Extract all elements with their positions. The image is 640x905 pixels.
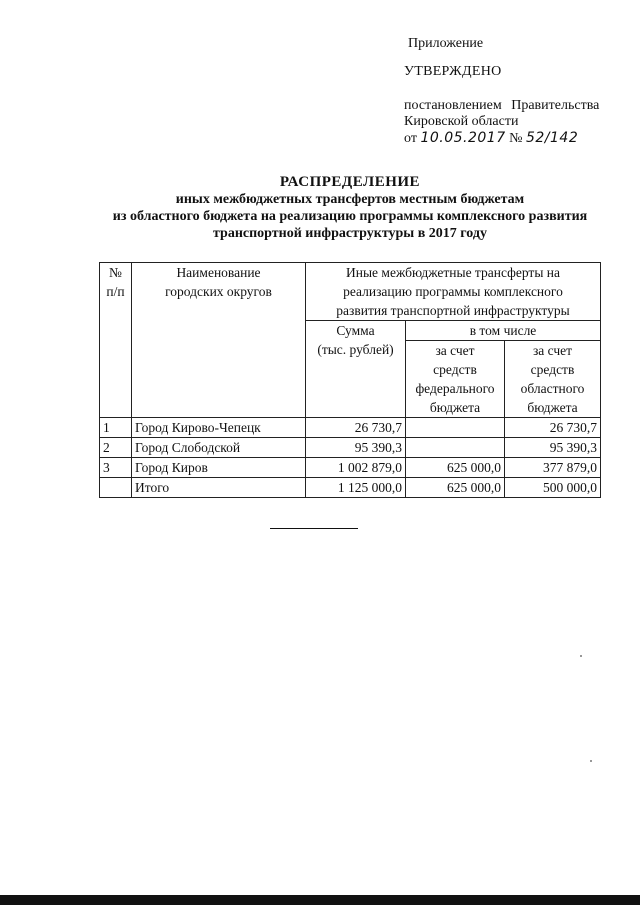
header-including: в том числе: [406, 321, 601, 341]
row-num: 3: [100, 458, 132, 478]
row-sum: 26 730,7: [306, 418, 406, 438]
row-federal: [406, 438, 505, 458]
decree-prefix: от: [404, 131, 417, 146]
header-num: № п/п: [100, 263, 132, 418]
appendix-label: Приложение: [408, 36, 484, 51]
row-name: Город Киров: [132, 458, 306, 478]
row-federal: 625 000,0: [406, 458, 505, 478]
table-row: [100, 418, 601, 438]
decree-date-number: [404, 130, 578, 147]
header-row-1: [100, 263, 601, 321]
scan-speck: [580, 655, 582, 657]
decree-number: 52/142: [525, 130, 579, 146]
scan-speck: [590, 760, 592, 762]
row-regional: 95 390,3: [505, 438, 601, 458]
scan-edge-bar: [0, 895, 640, 905]
decree-line-1: постановлением Правительства: [404, 98, 600, 113]
header-federal: за счет средств федерального бюджета: [406, 341, 505, 418]
title-line-4: транспортной инфраструктуры в 2017 году: [213, 226, 487, 241]
header-regional: за счет средств областного бюджета: [505, 341, 601, 418]
title-line-3: из областного бюджета на реализацию программы комплексного развития: [112, 209, 588, 224]
row-name: Город Кирово-Чепецк: [132, 418, 306, 438]
row-sum: 1 125 000,0: [306, 478, 406, 498]
decree-number-label: №: [509, 131, 523, 146]
row-sum: 1 002 879,0: [306, 458, 406, 478]
decree-line-2: Кировской области: [404, 114, 519, 129]
row-federal: [406, 418, 505, 438]
row-num: 1: [100, 418, 132, 438]
header-name: Наименование городских округов: [132, 263, 306, 418]
row-regional: 26 730,7: [505, 418, 601, 438]
row-name: Город Слободской: [132, 438, 306, 458]
table-row: [100, 438, 601, 458]
approved-label: УТВЕРЖДЕНО: [404, 64, 502, 79]
title-line-1: РАСПРЕДЕЛЕНИЕ: [279, 174, 421, 190]
row-name: Итого: [132, 478, 306, 498]
row-regional: 377 879,0: [505, 458, 601, 478]
document-title: [70, 174, 630, 242]
row-sum: 95 390,3: [306, 438, 406, 458]
title-line-2: иных межбюджетных трансфертов местным бюджетам: [175, 192, 525, 207]
row-num: [100, 478, 132, 498]
decree-date: 10.05.2017: [420, 130, 506, 146]
header-group: Иные межбюджетные трансферты на реализацию программы комплексного развития транспортной инфраструктуры: [306, 263, 601, 321]
distribution-table: [99, 262, 601, 498]
row-regional: 500 000,0: [505, 478, 601, 498]
row-federal: 625 000,0: [406, 478, 505, 498]
row-num: 2: [100, 438, 132, 458]
header-sum: Сумма (тыс. рублей): [306, 321, 406, 418]
total-row: [100, 478, 601, 498]
separator-line: [270, 528, 358, 529]
table-row: [100, 458, 601, 478]
